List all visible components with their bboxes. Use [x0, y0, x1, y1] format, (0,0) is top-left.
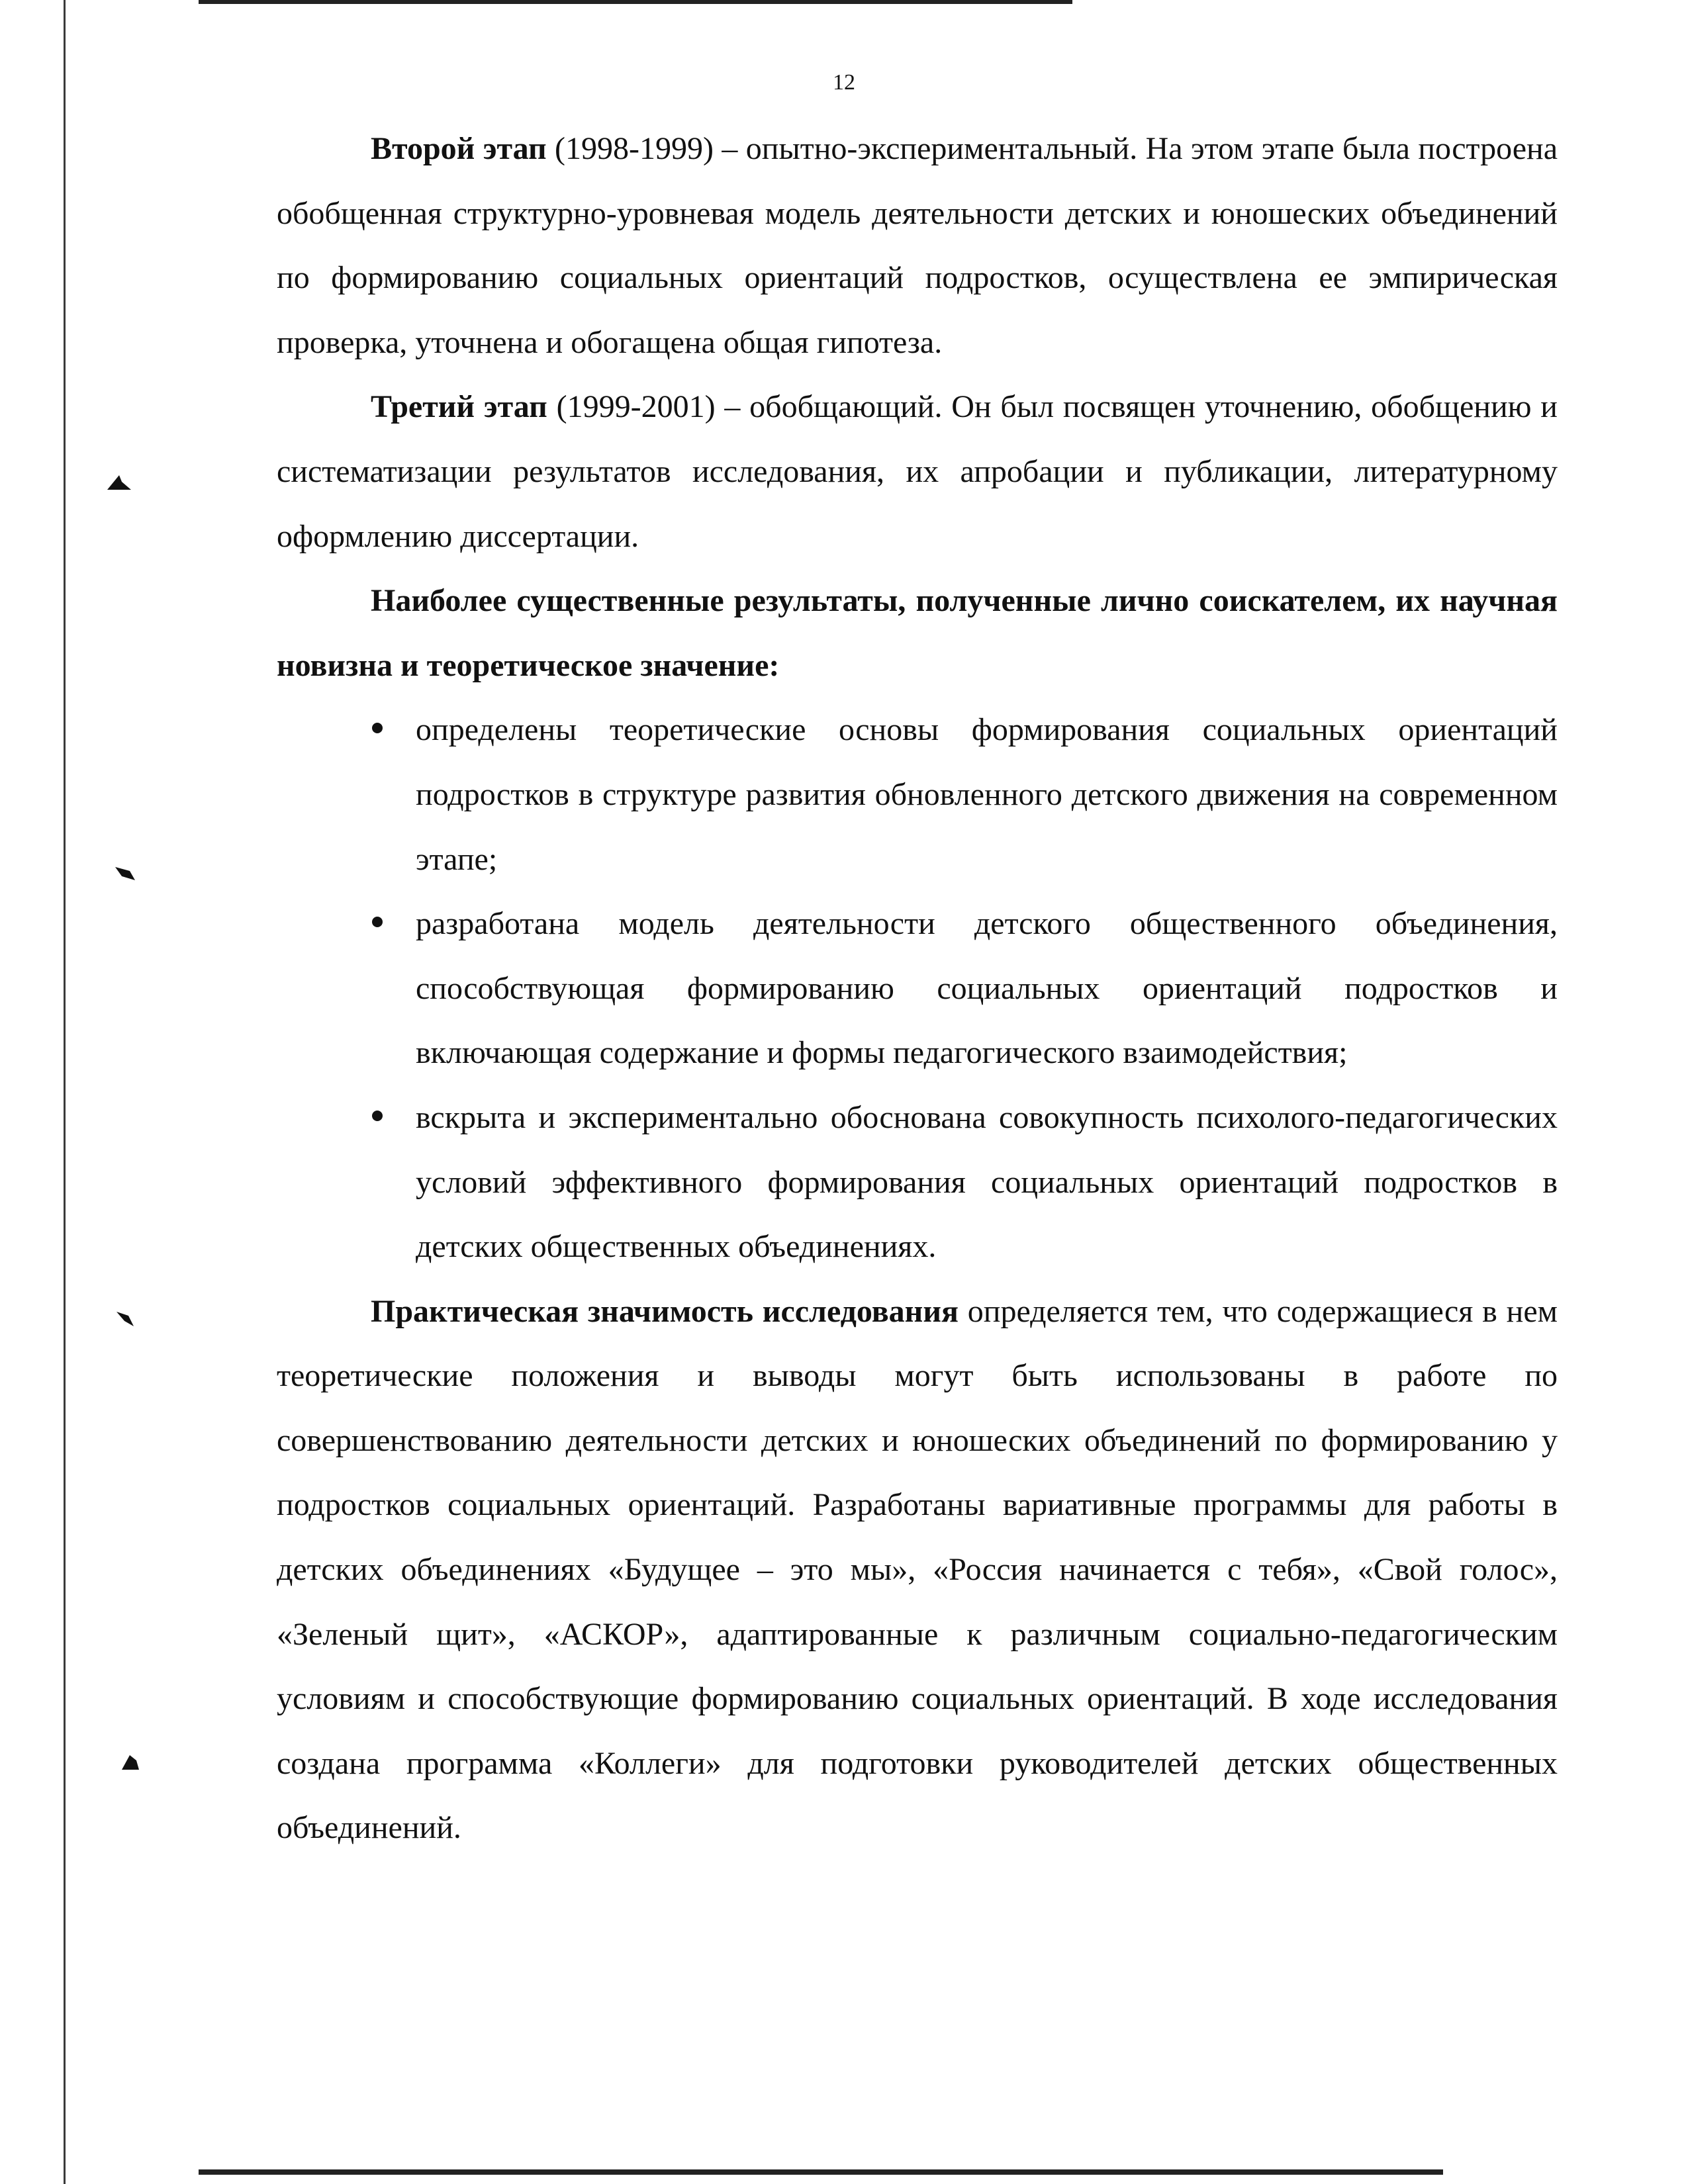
paragraph-stage-3 — [277, 375, 1558, 569]
list-item-text: вскрыта и экспериментально обоснована совокупность психолого-педагогических условий эффективного формирования социальных ориентаций подростков в детских общественных объединениях. — [416, 1099, 1558, 1265]
margin-mark-icon — [118, 1751, 144, 1771]
stage-2-text: (1998-1999) – опытно-экспериментальный. На этом этапе была построена обобщенная структурно-уровневая модель деятельности детских и юношеских объединений по формированию социальных ориентаций подростков, осуществлена ее эмпирическая проверка, уточнена и обогащена общая гипотеза. — [277, 131, 1558, 360]
stage-3-title: Третий этап — [371, 389, 547, 425]
results-heading-text: Наиболее существенные результаты, полученные лично соискателем, их научная новизна и теоретическое значение: — [277, 583, 1558, 683]
body-text — [277, 116, 1558, 1860]
margin-mark-icon — [114, 1308, 140, 1328]
scan-bottom-rule — [199, 2169, 1443, 2175]
list-item-text: разработана модель деятельности детского общественного объединения, способствующая формированию социальных ориентаций подростков и включающая содержание и формы педагогического взаимодействия; — [416, 906, 1558, 1071]
results-heading — [277, 569, 1558, 698]
bullet-icon — [372, 1111, 383, 1121]
list-item — [416, 698, 1558, 891]
list-item — [416, 1085, 1558, 1279]
scan-left-edge — [64, 0, 66, 2184]
stage-2-title: Второй этап — [371, 131, 547, 166]
paragraph-stage-2 — [277, 116, 1558, 375]
scan-top-rule — [199, 0, 1072, 4]
stage-3-text: (1999-2001) – обобщающий. Он был посвящен уточнению, обобщению и систематизации результатов исследования, их апробации и публикации, литературному оформлению диссертации. — [277, 389, 1558, 554]
list-item — [416, 891, 1558, 1085]
paragraph-practical — [277, 1279, 1558, 1860]
bullet-icon — [372, 917, 383, 927]
page-number: 12 — [833, 70, 855, 95]
margin-mark-icon — [106, 473, 132, 492]
bullet-icon — [372, 723, 383, 733]
practical-title: Практическая значимость исследования — [371, 1293, 959, 1329]
margin-mark-icon — [113, 864, 139, 884]
practical-text: определяется тем, что содержащиеся в нем теоретические положения и выводы могут быть использованы в работе по совершенствованию деятельности детских и юношеских объединений по формированию у подростков социальных ориентаций. Разработаны вариативные программы для работы в детских объединениях «Будущее – это мы», «Россия начинается с тебя», «Свой голос», «Зеленый щит», «АСКОР», адаптированные к различным социально-педагогическим условиям и способствующие формированию социальных ориентаций. В ходе исследования создана программа «Коллеги» для подготовки руководителей детских общественных объединений. — [277, 1293, 1558, 1846]
results-list — [277, 698, 1558, 1279]
list-item-text: определены теоретические основы формирования социальных ориентаций подростков в структуре развития обновленного детского движения на современном этапе; — [416, 712, 1558, 877]
